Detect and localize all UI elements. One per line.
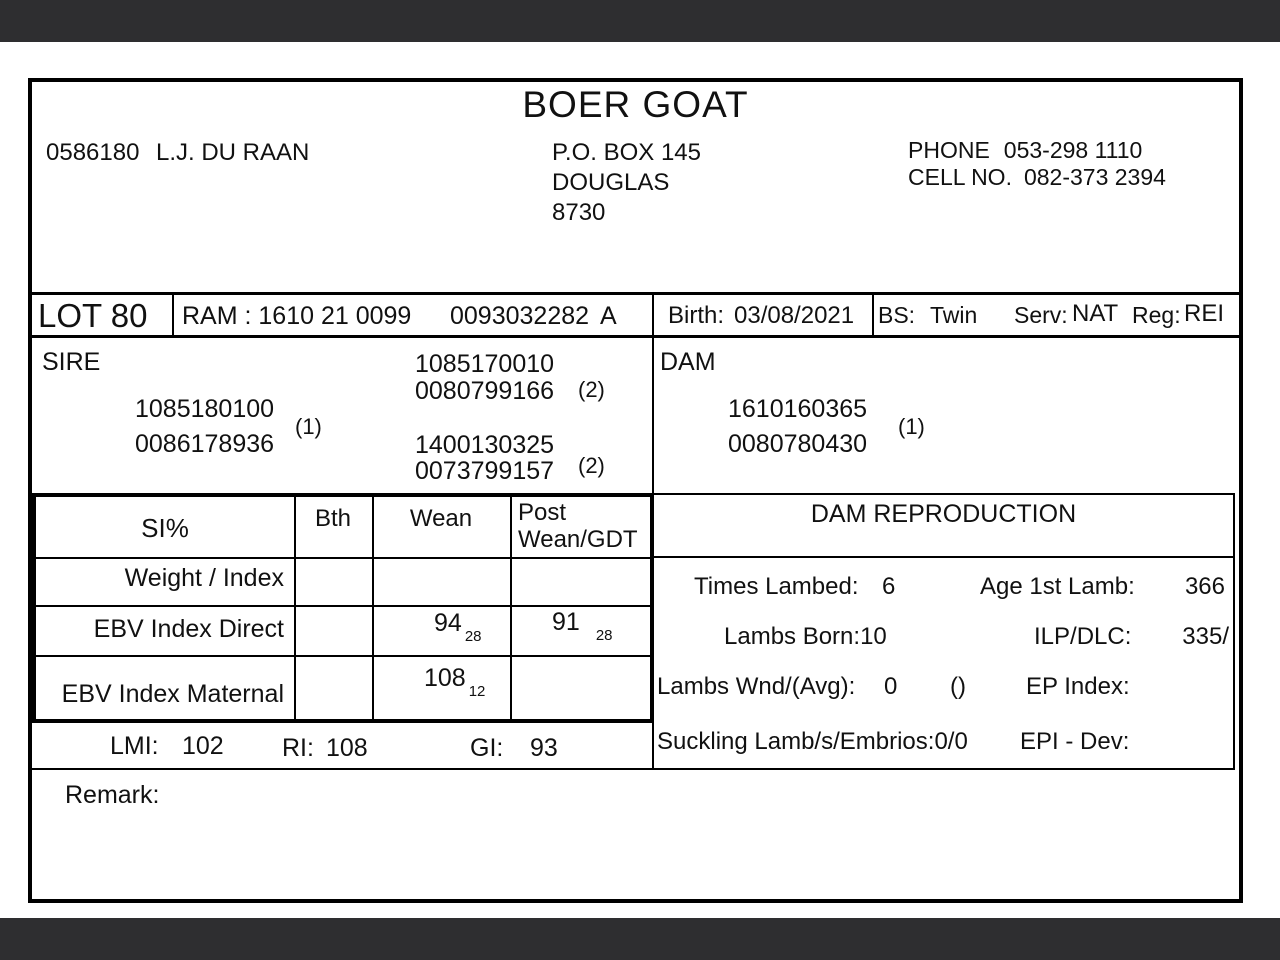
si-col-divider-3 [510, 497, 512, 719]
sire-dam-id2: 0073799157 [415, 457, 555, 485]
registration-suffix: A [600, 302, 617, 330]
si-row-divider-3 [36, 655, 650, 657]
epi-dev-line [1020, 729, 1129, 755]
top-letterbox-bar [0, 0, 1280, 42]
ep-index-line [1026, 674, 1130, 700]
ri-label: RI: [282, 734, 314, 762]
lambs-born-label: Lambs Born: [724, 623, 861, 650]
registry-value: REI [1184, 300, 1225, 327]
dam-reproduction-title: DAM REPRODUCTION [810, 500, 1077, 528]
si-header-wean: Wean [409, 505, 473, 532]
dam-label: DAM [660, 348, 716, 376]
cell-label: CELL NO. [908, 164, 1012, 190]
sire-id2: 0086178936 [135, 430, 275, 458]
times-lambed-label: Times Lambed: [694, 573, 859, 600]
dam-reproduction-panel [652, 493, 1235, 770]
sire-sire-id1: 1085170010 [415, 350, 555, 378]
catalog-card [28, 78, 1243, 903]
dam-generation: (1) [898, 414, 925, 439]
lambs-weaned-label: Lambs Wnd/(Avg): [657, 673, 856, 700]
ebv-direct-wean-accuracy: 28 [464, 628, 482, 645]
registration-number: 0093032282 [450, 302, 590, 330]
gi-label: GI: [470, 734, 504, 762]
suckling-label: Suckling Lamb/s/Embrios: [657, 728, 935, 755]
gi-value: 93 [530, 734, 558, 762]
pedigree-section [32, 338, 1239, 493]
ri-value: 108 [326, 734, 368, 762]
phone-line [908, 138, 1142, 163]
lambs-weaned-value: 0 [884, 673, 898, 700]
lot-number: LOT 80 [38, 297, 148, 334]
si-row-label-weight: Weight / Index [124, 564, 284, 592]
age-first-lamb-label: Age 1st Lamb: [980, 573, 1135, 600]
registry-label: Reg: [1132, 302, 1181, 328]
ebv-maternal-wean-value: 108 $_{12}$ [424, 664, 486, 700]
cell-line [908, 165, 1166, 190]
si-index-table [32, 493, 654, 723]
lambs-born-line [724, 624, 887, 650]
sire-id1: 1085180100 [135, 395, 275, 423]
suckling-line [657, 729, 968, 755]
lot-divider-3 [872, 295, 874, 335]
age-first-lamb-value: 366 [1184, 573, 1225, 600]
si-header-bth: Bth [314, 505, 352, 532]
sire-dam-id1: 1400130325 [415, 431, 555, 459]
ebv-direct-wean-value: 94 $_{28}$ [434, 609, 482, 645]
birth-date: 03/08/2021 [734, 302, 855, 329]
phone-number: 053-298 1110 [1003, 137, 1143, 163]
dam-id1: 1610160365 [728, 395, 868, 423]
ebv-maternal-wean-accuracy: 12 [468, 683, 486, 700]
document-title: BOER GOAT [522, 84, 749, 125]
lmi-label: LMI: [110, 732, 159, 760]
ep-index-label: EP Index: [1026, 673, 1130, 700]
dam-id2: 0080780430 [728, 430, 868, 458]
si-header-post-wean: Post Wean/GDT [518, 499, 638, 553]
birth-status-value: Twin [930, 302, 978, 328]
lot-row [32, 292, 1239, 338]
phone-label: PHONE [908, 137, 990, 163]
birth-label: Birth: [668, 302, 725, 329]
address-line-1: P.O. BOX 145 [552, 139, 701, 166]
si-row-divider-2 [36, 605, 650, 607]
lambs-born-value: 10 [860, 623, 887, 650]
times-lambed-value: 6 [882, 573, 896, 600]
si-row-label-ebv-direct: EBV Index Direct [93, 615, 284, 643]
ebv-direct-post-accuracy: 28 [595, 627, 613, 644]
sire-dam-generation: (2) [578, 453, 605, 478]
si-header-si: SI% [141, 513, 189, 543]
si-row-divider-1 [36, 557, 650, 559]
sire-label: SIRE [42, 348, 101, 376]
animal-id: RAM : 1610 21 0099 [182, 302, 412, 330]
lambs-weaned-average: () [950, 673, 966, 700]
ilp-dlc-value: 335/ [1182, 623, 1229, 650]
breeder-name: L.J. DU RAAN [156, 139, 310, 166]
member-number: 0586180 [46, 139, 140, 166]
service-value: NAT [1072, 300, 1119, 327]
si-row-label-ebv-maternal: EBV Index Maternal [61, 680, 284, 708]
dam-panel-divider [654, 556, 1233, 558]
service-label: Serv: [1014, 302, 1068, 328]
bottom-letterbox-bar [0, 918, 1280, 960]
cell-number: 082-373 2394 [1023, 164, 1166, 190]
remark-label: Remark: [65, 781, 160, 809]
lot-divider-2 [652, 295, 654, 335]
birth-status-label: BS: [878, 302, 916, 328]
index-summary-row [32, 723, 654, 770]
lmi-value: 102 [182, 732, 224, 760]
ilp-dlc-label: ILP/DLC: [1034, 623, 1132, 650]
lot-divider-1 [172, 295, 174, 335]
sire-dam-divider [652, 338, 654, 493]
sire-sire-generation: (2) [578, 377, 605, 402]
address-line-3: 8730 [552, 199, 606, 226]
ebv-direct-post-value: 91 $_{28}$ [552, 608, 613, 644]
suckling-value: 0/0 [934, 728, 968, 755]
epi-dev-label: EPI - Dev: [1020, 728, 1130, 755]
sire-generation: (1) [295, 414, 322, 439]
sire-sire-id2: 0080799166 [415, 377, 555, 405]
address-line-2: DOUGLAS [552, 169, 670, 196]
